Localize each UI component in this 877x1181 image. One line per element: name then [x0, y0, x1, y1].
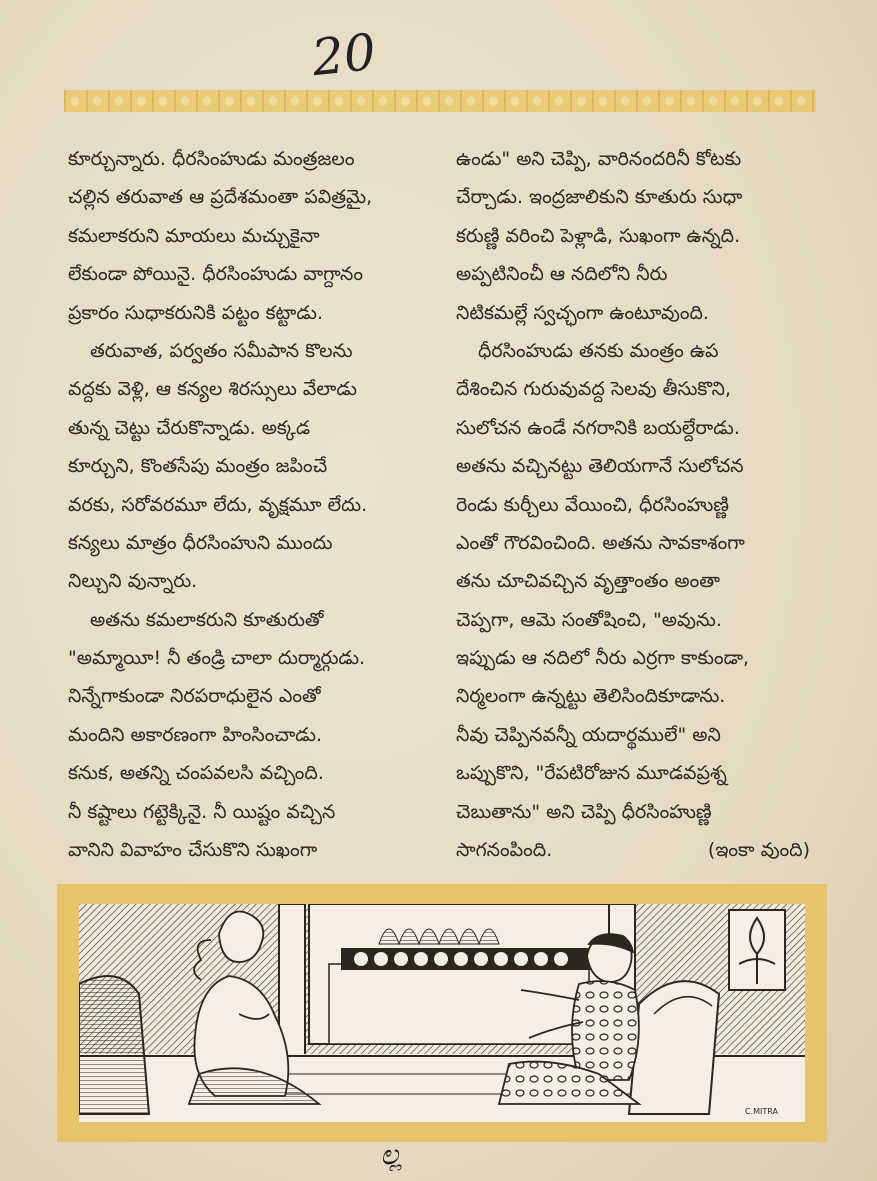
continued-note: (ఇంకా వుంది) — [707, 839, 810, 862]
text-line: చెబుతాను" అని చెప్పి ధీరసింహుణ్ణి — [456, 800, 712, 823]
text-line: కూర్చుని, కొంతసేపు మంత్రం జపించే — [68, 455, 328, 478]
text-line: కన్యలు మాత్రం ధీరసింహుని ముందు — [68, 531, 333, 554]
text-line: చల్లిన తరువాత ఆ ప్రదేశమంతా పవిత్రమై, — [68, 186, 373, 209]
text-line: ప్రకారం సుధాకరునికి పట్టం కట్టాడు. — [68, 301, 323, 324]
text-line: అప్పటినించీ ఆ నదిలోని నీరు — [456, 263, 668, 286]
text-line: సాగనంపింది. — [456, 839, 553, 862]
text-line: మందిని అకారణంగా హింసించాడు. — [68, 723, 322, 746]
handwritten-bottom-mark: ಲ್ಲ — [378, 1137, 403, 1172]
text-line: తరువాత, పర్వతం సమీపాన కొలను — [90, 339, 353, 362]
text-line: వద్దకు వెళ్లి, ఆ కన్యల శిరస్సులు వేలాడు — [68, 378, 357, 401]
text-line: ఒప్పుకొని, "రేపటిరోజున మూడవప్రశ్న — [456, 762, 727, 785]
text-line: సులోచన ఉండే నగరానికి బయల్దేరాడు. — [456, 416, 740, 439]
artist-signature: C.MITRA — [745, 1107, 778, 1116]
text-line: నిర్మలంగా ఉన్నట్టు తెలిసిందికూడాను. — [456, 685, 726, 708]
illustration-frame — [57, 884, 827, 1142]
text-line: ఇప్పుడు ఆ నదిలో నీరు ఎర్రగా కాకుండా, — [456, 647, 750, 670]
text-line: నిన్నేగాకుండా నిరపరాధులైన ఎంతో — [68, 685, 321, 708]
text-line: రెండు కుర్చీలు వేయించి, ధీరసింహుణ్ణి — [456, 493, 729, 516]
text-line-last — [456, 831, 816, 869]
text-line: కరుణ్ణి వరించి పెళ్లాడి, సుఖంగా ఉన్నది. — [456, 224, 741, 247]
text-line: తను చూచివచ్చిన వృత్తాంతం అంతా — [456, 570, 720, 593]
text-line: నీ కష్టాలు గట్టెక్కినై. నీ యిష్టం వచ్చిన — [68, 800, 336, 823]
text-line: దేశించిన గురువువద్ద సెలవు తీసుకొని, — [456, 378, 731, 401]
text-line: కనుక, అతన్ని చంపవలసి వచ్చింది. — [68, 762, 324, 785]
text-line: ఉండు" అని చెప్పి, వారినందరినీ కోటకు — [456, 148, 742, 170]
left-text-column — [68, 140, 428, 869]
text-line: "అమ్మాయీ! నీ తండ్రి చాలా దుర్మార్గుడు. — [68, 647, 366, 670]
text-line: కూర్చున్నారు. ధీరసింహుడు మంత్రజలం — [68, 148, 355, 170]
story-illustration — [79, 904, 805, 1122]
text-line: లేకుండా పోయినై. ధీరసింహుడు వాగ్దానం — [68, 263, 364, 286]
text-line: అతను వచ్చినట్టు తెలియగానే సులోచన — [456, 455, 744, 478]
text-line: కమలాకరుని మాయలు మచ్చుకైనా — [68, 224, 320, 247]
text-line: చేర్చాడు. ఇంద్రజాలికుని కూతురు సుధా — [456, 186, 743, 209]
text-line: అతను కమలాకరుని కూతురుతో — [90, 608, 324, 631]
text-line: వరకు, సరోవరమూ లేదు, వృక్షమూ లేదు. — [68, 493, 368, 516]
text-line: నీవు చెప్పినవన్నీ యదార్థములే" అని — [456, 723, 721, 746]
right-text-column — [456, 140, 816, 869]
illustration-drawing — [79, 904, 805, 1122]
text-line: చెప్పగా, ఆమె సంతోషించి, "అవును. — [456, 608, 722, 631]
handwritten-page-number: 20 — [309, 22, 379, 88]
text-line: నిల్చుని వున్నారు. — [68, 570, 198, 593]
text-line: ఎంతో గౌరవించింది. అతను సావకాశంగా — [456, 531, 745, 554]
ornamental-header-band — [64, 90, 816, 112]
text-line: నిటికమల్లే స్వచ్ఛంగా ఉంటూవుంది. — [456, 301, 709, 324]
text-line: తున్న చెట్టు చేరుకొన్నాడు. అక్కడ — [68, 416, 311, 439]
text-line: ధీరసింహుడు తనకు మంత్రం ఉప — [478, 339, 719, 362]
text-line: వానిని వివాహం చేసుకొని సుఖంగా — [68, 839, 318, 862]
